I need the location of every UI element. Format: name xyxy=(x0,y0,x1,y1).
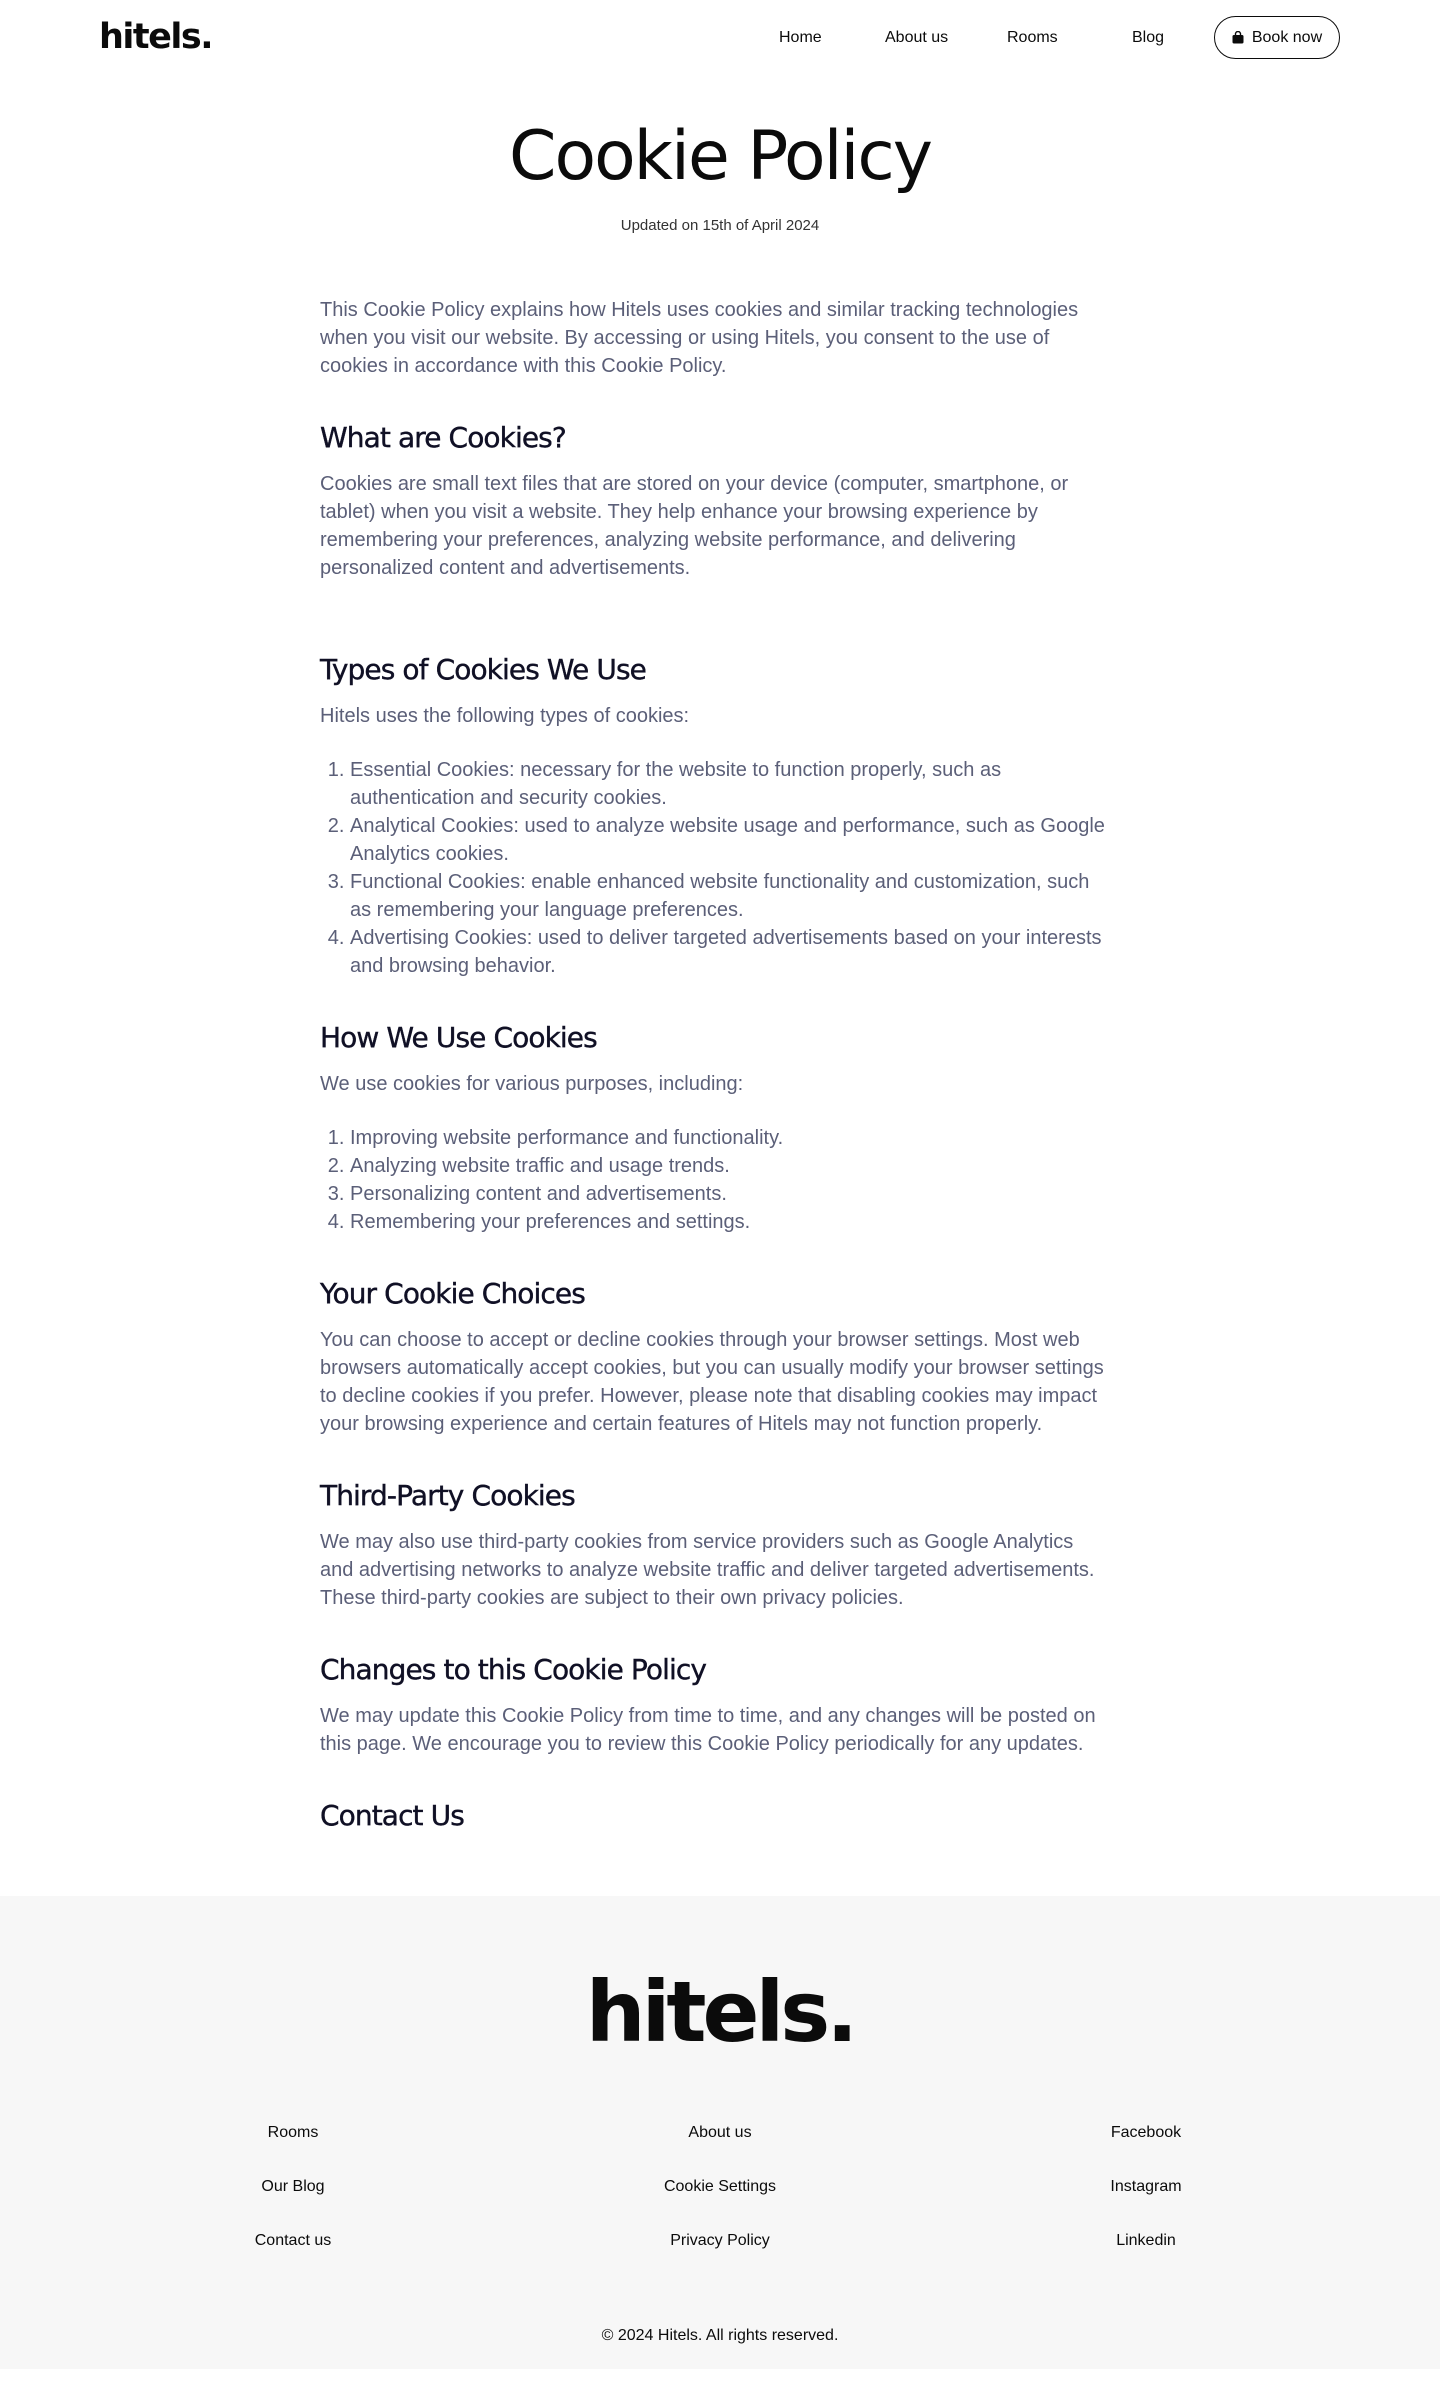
list-item: 3. Functional Cookies: enable enhanced website functionality and customization, such as remembering your language preferences. xyxy=(350,868,1110,924)
section-text: We use cookies for various purposes, including: xyxy=(320,1073,744,1096)
book-now-button[interactable] xyxy=(1214,16,1340,59)
footer-link-rooms[interactable]: Rooms xyxy=(267,2124,319,2142)
copyright: © 2024 Hitels. All rights reserved. xyxy=(601,2327,839,2345)
section-text: We may update this Cookie Policy from time to time, and any changes will be posted on this page. We encourage you to review this Cookie Policy periodically for any updates. xyxy=(320,1705,1096,1756)
section-text: Cookies are small text files that are stored on your device (computer, smartphone, or tablet) when you visit a website. They help enhance your browsing experience by remembering your preferences, analyzing website performance, and delivering personalized content and advertisements. xyxy=(320,473,1069,580)
nav-home[interactable]: Home xyxy=(779,29,822,46)
footer-link-instagram[interactable]: Instagram xyxy=(1110,2178,1182,2196)
section-heading: Contact Us xyxy=(320,1799,464,1833)
section-text: We may also use third-party cookies from service providers such as Google Analytics and advertising networks to analyze website traffic and deliver targeted advertisements. These third-party cookies are subject to their own privacy policies. xyxy=(320,1531,1095,1610)
shopping-bag-icon xyxy=(1232,31,1244,44)
list-item: 2. Analytical Cookies: used to analyze website usage and performance, such as Google Analytics cookies. xyxy=(350,812,1110,868)
policy-content xyxy=(320,296,1110,1896)
footer-column xyxy=(570,2122,870,2284)
intro-paragraph: This Cookie Policy explains how Hitels uses cookies and similar tracking technologies when you visit our website. By accessing or using Hitels, you consent to the use of cookies in accordance with this Cookie Policy. xyxy=(320,299,1079,378)
section-heading: Third-Party Cookies xyxy=(320,1479,575,1513)
footer-link-facebook[interactable]: Facebook xyxy=(1110,2124,1182,2142)
footer-link-contact-us[interactable]: Contact us xyxy=(254,2232,332,2250)
updated-date: Updated on 15th of April 2024 xyxy=(620,217,820,235)
footer-link-our-blog[interactable]: Our Blog xyxy=(261,2178,325,2196)
footer-column xyxy=(996,2122,1296,2284)
page-title: Cookie Policy xyxy=(508,117,931,196)
site-header xyxy=(0,0,1440,76)
list-item: 4. Advertising Cookies: used to deliver targeted advertisements based on your interests and browsing behavior. xyxy=(350,924,1110,980)
logo[interactable]: hitels. xyxy=(99,17,213,57)
cookie-types-list xyxy=(320,756,1110,980)
footer-link-about-us[interactable]: About us xyxy=(688,2124,752,2142)
section-text: You can choose to accept or decline cookies through your browser settings. Most web browsers automatically accept cookies, but you can usually modify your browser settings to decline cookies if you prefer. However, please note that disabling cookies may impact your browsing experience and certain features of Hitels may not function properly. xyxy=(320,1329,1104,1436)
footer-link-privacy-policy[interactable]: Privacy Policy xyxy=(670,2232,770,2250)
list-item: 1. Improving website performance and functionality. xyxy=(350,1124,1110,1152)
list-item: 4. Remembering your preferences and settings. xyxy=(350,1208,1110,1236)
section-heading: How We Use Cookies xyxy=(320,1021,597,1055)
nav-about-us[interactable]: About us xyxy=(885,29,949,46)
footer-link-linkedin[interactable]: Linkedin xyxy=(1116,2232,1176,2250)
site-footer xyxy=(0,1896,1440,2369)
cookie-uses-list xyxy=(320,1124,1110,1236)
page-hero xyxy=(0,76,1440,236)
footer-logo[interactable]: hitels. xyxy=(585,1963,855,2062)
section-text: Hitels uses the following types of cookies: xyxy=(320,705,690,728)
list-item: 2. Analyzing website traffic and usage trends. xyxy=(350,1152,1110,1180)
section-heading: Your Cookie Choices xyxy=(320,1277,585,1311)
nav-rooms[interactable]: Rooms xyxy=(1007,29,1058,46)
section-heading: Changes to this Cookie Policy xyxy=(320,1653,707,1687)
list-item: 1. Essential Cookies: necessary for the website to function properly, such as authentication and security cookies. xyxy=(350,756,1110,812)
section-heading: What are Cookies? xyxy=(320,421,566,455)
footer-column xyxy=(143,2122,443,2284)
footer-link-cookie-settings[interactable]: Cookie Settings xyxy=(663,2178,777,2196)
list-item: 3. Personalizing content and advertisements. xyxy=(350,1180,1110,1208)
nav-blog[interactable]: Blog xyxy=(1132,29,1165,46)
section-heading: Types of Cookies We Use xyxy=(320,653,646,687)
book-now-label: Book now xyxy=(1251,28,1323,46)
